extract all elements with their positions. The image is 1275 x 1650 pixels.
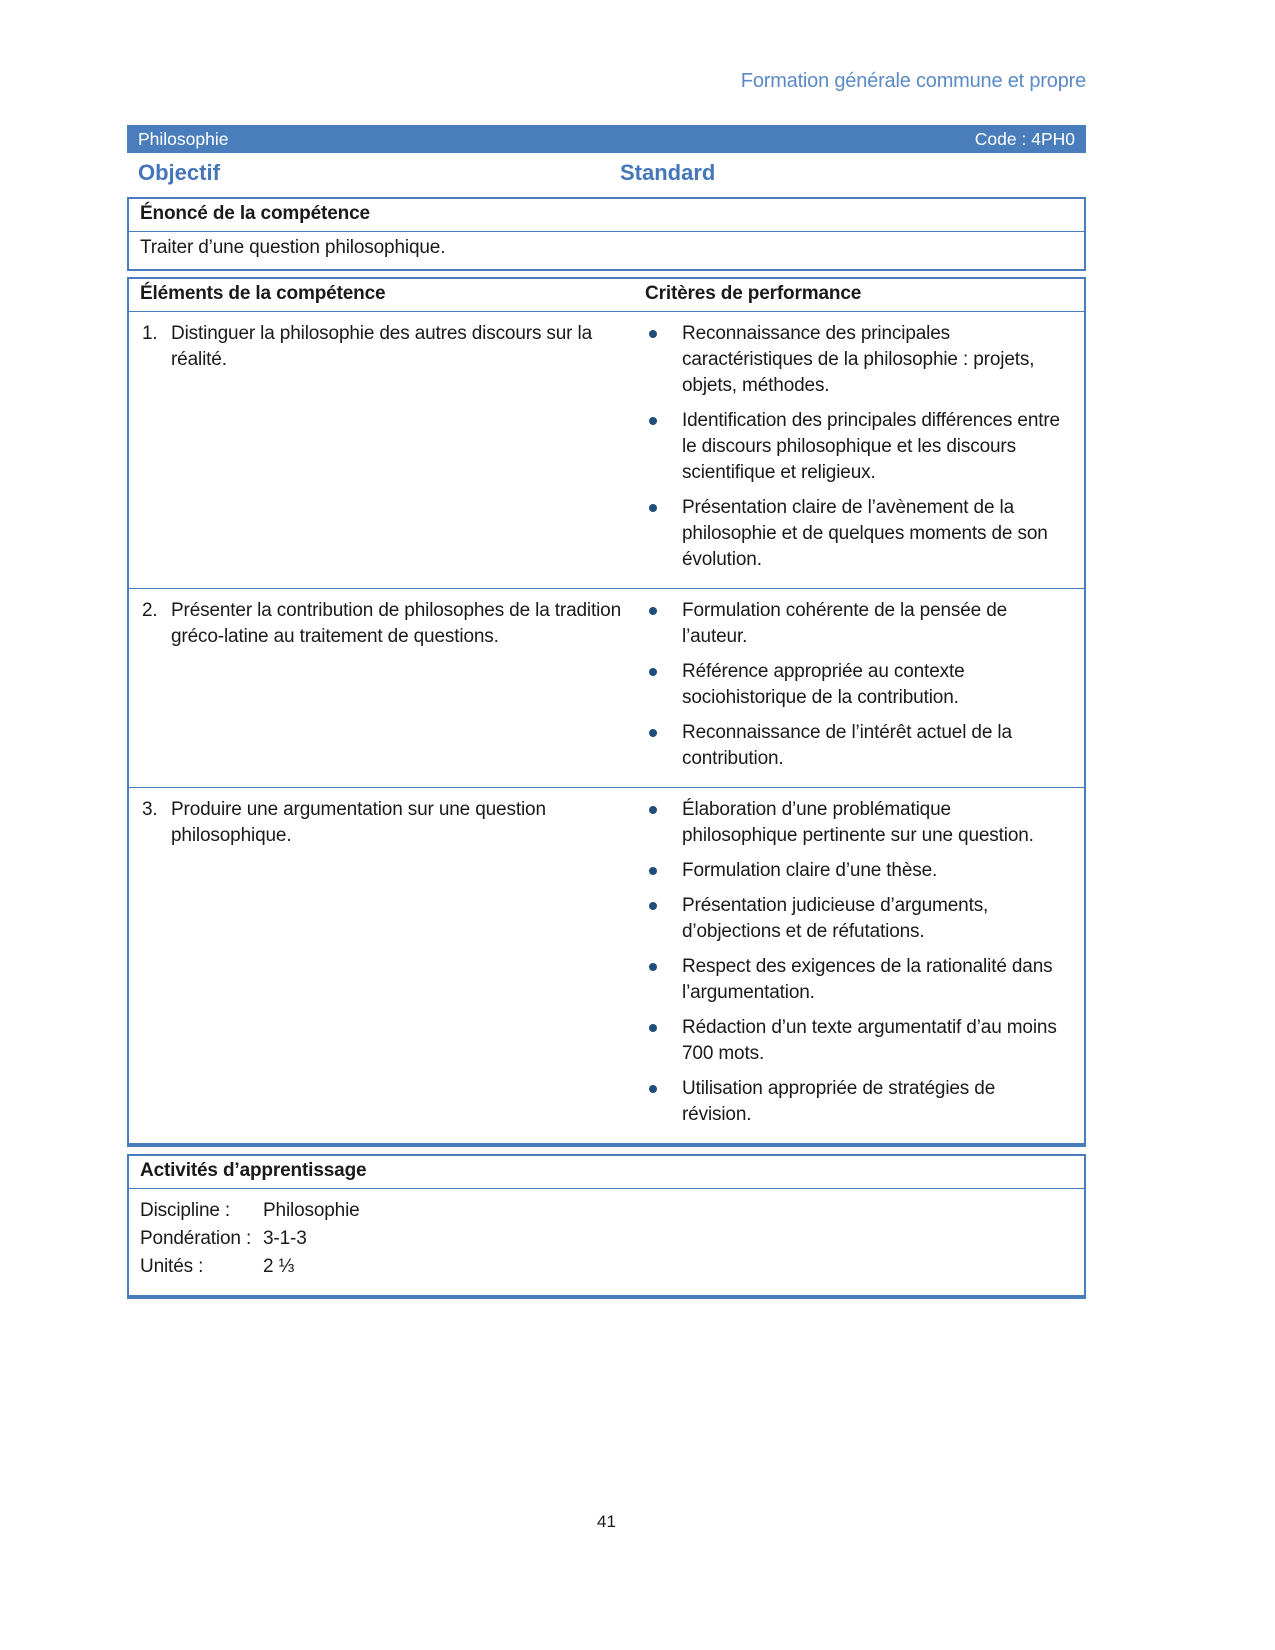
list-item [645,1076,1068,1128]
list-item [645,321,1068,399]
element-cell [129,589,645,787]
criterion-text: Formulation cohérente de la pensée de l’auteur. [682,600,1008,647]
document-content [127,0,1086,1299]
criterion-text: Rédaction d’un texte argumentatif d’au moins 700 mots. [682,1017,1057,1064]
element-text: Distinguer la philosophie des autres discours sur la réalité. [171,323,592,370]
bullet-icon [649,1085,657,1093]
activites-box [127,1154,1086,1299]
ponderation-label: Pondération : [140,1228,252,1249]
bullet-icon [649,417,657,425]
criterion-text: Référence appropriée au contexte sociohistorique de la contribution. [682,661,965,708]
activites-row-unites [140,1253,1073,1281]
criterion-text: Reconnaissance de l’intérêt actuel de la contribution. [682,722,1012,769]
running-header: Formation générale commune et propre [740,70,1086,92]
criteria-cell [645,589,1084,787]
table-row [129,589,1084,788]
criterion-text: Présentation judicieuse d’arguments, d’objections et de réfutations. [682,895,989,942]
discipline-value: Philosophie [263,1200,360,1221]
activites-row-discipline [140,1197,1073,1225]
table-row [129,788,1084,1143]
element-text: Produire une argumentation sur une question philosophique. [171,799,546,846]
element-cell [129,788,645,1143]
list-item [645,954,1068,1006]
list-item [645,1015,1068,1067]
criterion-text: Présentation claire de l’avènement de la philosophie et de quelques moments de son évolution. [682,497,1048,570]
list-item [645,598,1068,650]
bullet-icon [649,729,657,737]
bullet-icon [649,1024,657,1032]
discipline-label: Discipline : [140,1200,231,1221]
element-number: 3. [142,799,158,820]
bullet-icon [649,902,657,910]
activites-body [129,1189,1084,1295]
objectif-heading: Objectif [138,160,220,185]
course-code: Code : 4PH0 [974,128,1075,149]
bullet-icon [649,607,657,615]
criterion-text: Identification des principales différences entre le discours philosophique et les discours scientifique et religieux. [682,410,1060,483]
subject-title-bar [127,125,1086,153]
list-item [645,408,1068,486]
list-item [645,495,1068,573]
unites-label: Unités : [140,1256,204,1277]
element-number: 2. [142,600,158,621]
activites-header: Activités d’apprentissage [129,1156,1084,1189]
bullet-icon [649,806,657,814]
list-item [645,858,1068,884]
ponderation-value: 3-1-3 [263,1228,307,1249]
subject-name: Philosophie [138,128,229,149]
list-item [645,720,1068,772]
criteria-cell [645,312,1084,588]
bullet-icon [649,867,657,875]
criterion-text: Élaboration d’une problématique philosophique pertinente sur une question. [682,799,1034,846]
criterion-text: Respect des exigences de la rationalité dans l’argumentation. [682,956,1053,1003]
unites-value: 2 ⅓ [263,1256,295,1277]
page-number: 41 [597,1512,616,1531]
criterion-text: Reconnaissance des principales caractéristiques de la philosophie : projets, objets, méthodes. [682,323,1035,396]
list-item [645,659,1068,711]
criterion-text: Formulation claire d’une thèse. [682,860,938,881]
element-text: Présenter la contribution de philosophes de la tradition gréco-latine au traitement de questions. [171,600,622,647]
table-row [129,312,1084,589]
element-cell [129,312,645,588]
activites-row-ponderation [140,1225,1073,1253]
standard-heading: Standard [620,160,716,185]
element-number: 1. [142,323,158,344]
bullet-icon [649,504,657,512]
competence-table-header [129,279,1084,312]
section-headings-row [127,160,1086,194]
list-item [645,893,1068,945]
enonce-body: Traiter d’une question philosophique. [140,237,446,258]
enonce-box [127,197,1086,271]
bullet-icon [649,330,657,338]
criterion-text: Utilisation appropriée de stratégies de révision. [682,1078,996,1125]
list-item [645,797,1068,849]
elements-column-header: Éléments de la compétence [140,283,386,304]
criteres-column-header: Critères de performance [645,283,862,304]
criteria-cell [645,788,1084,1143]
bullet-icon [649,963,657,971]
enonce-header: Énoncé de la compétence [129,199,1084,232]
competence-table [127,277,1086,1147]
bullet-icon [649,668,657,676]
